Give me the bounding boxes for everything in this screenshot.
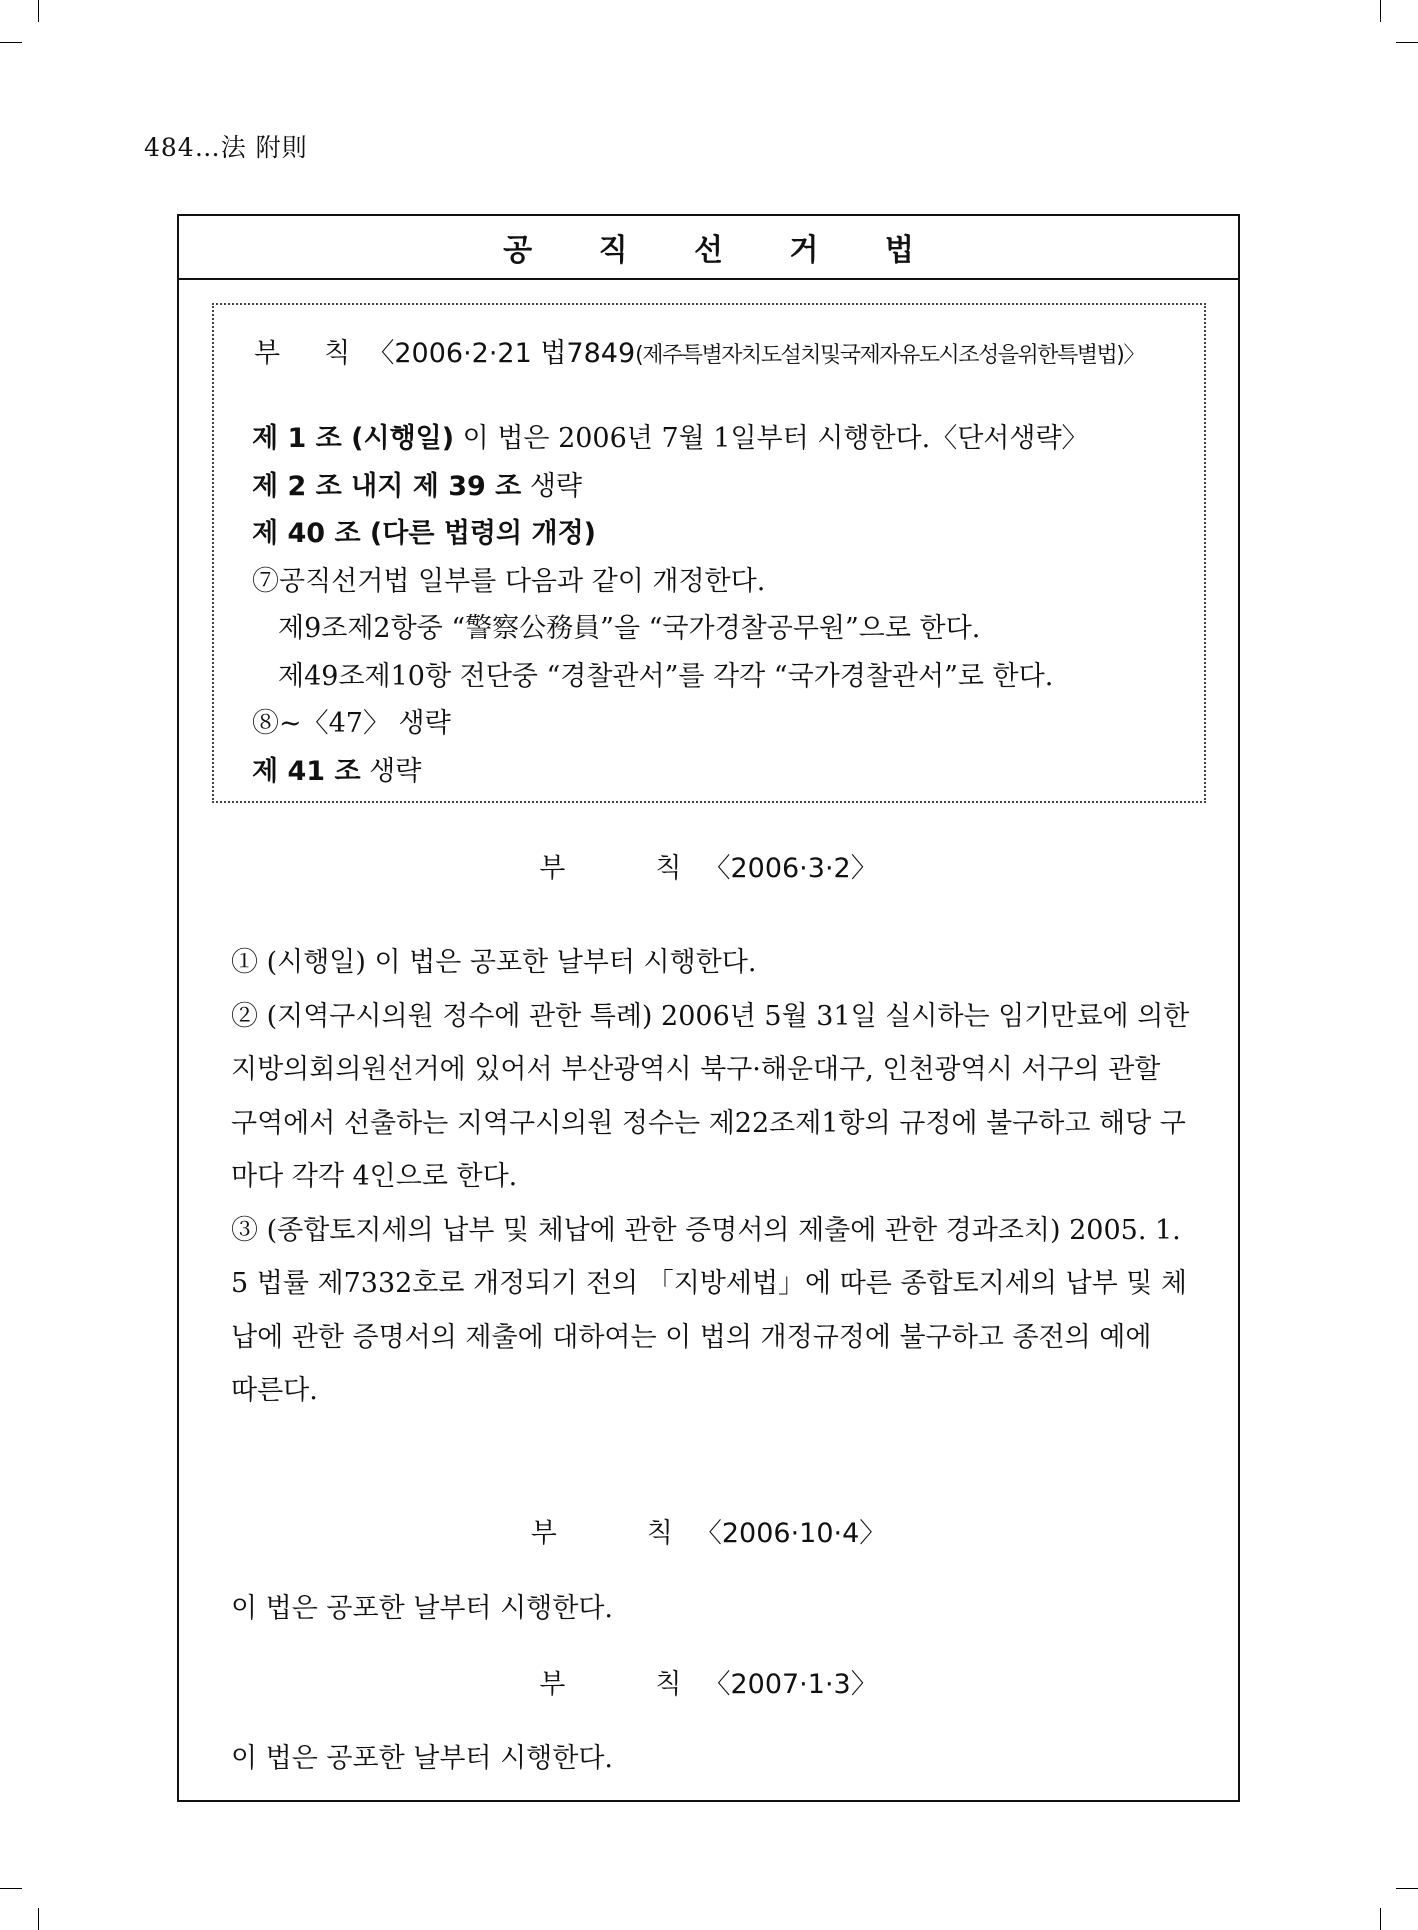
article-line (252, 558, 1192, 606)
appendix-body-2006-10-4 (231, 1582, 1199, 1636)
article-text: ⑧~〈47〉 생략 (252, 708, 451, 739)
paragraph-line: 이 법은 공포한 날부터 시행한다. (231, 1743, 613, 1774)
paragraph-line: 이 법은 공포한 날부터 시행한다. (231, 1593, 613, 1624)
paragraph-line: 마다 각각 4인으로 한다. (231, 1161, 518, 1192)
crop-mark (1396, 42, 1418, 43)
appendix-lines (252, 415, 1192, 795)
appendix-heading-2006-3-2 (179, 846, 1238, 885)
appendix-date: 〈2006·3·2〉 (703, 853, 878, 884)
page-header: 484…法 附則 (144, 133, 308, 162)
article-heading: 제 1 조 (시행일) (252, 423, 455, 454)
appendix-label: 부 (539, 853, 566, 884)
paragraph-line: 구역에서 선출하는 지역구시의원 정수는 제22조제1항의 규정에 불구하고 해당 구 (231, 1107, 1186, 1139)
article-line (252, 748, 1192, 796)
crop-mark (38, 0, 39, 22)
appendix-heading (254, 331, 1144, 370)
appendix-label: 부 (254, 338, 281, 369)
paragraph-line: ① (시행일) 이 법은 공포한 날부터 시행한다. (231, 947, 757, 978)
paragraph-line: 따른다. (231, 1375, 318, 1406)
crop-mark (1396, 1888, 1418, 1889)
crop-mark (1380, 1908, 1381, 1930)
article-line (252, 510, 1192, 558)
crop-mark (0, 1888, 22, 1889)
appendix-label-2: 칙 (646, 1518, 673, 1549)
paragraph-line: 납에 관한 증명서의 제출에 대하여는 이 법의 개정규정에 불구하고 종전의 예에 (231, 1321, 1152, 1353)
appendix-label-2: 칙 (324, 338, 351, 369)
article-heading: 제 41 조 (252, 755, 361, 787)
appendix-label: 부 (530, 1518, 557, 1549)
appendix-label: 부 (539, 1669, 566, 1700)
article-text: ⑦공직선거법 일부를 다음과 같이 개정한다. (252, 565, 766, 597)
law-title-row (179, 216, 1238, 280)
appendix-label-2: 칙 (655, 1669, 682, 1700)
article-heading: 제 2 조 내지 제 39 조 (252, 470, 522, 502)
article-line (252, 605, 1192, 653)
law-frame (177, 214, 1240, 1802)
article-heading: 제 40 조 (다른 법령의 개정) (252, 518, 596, 549)
article-line (252, 415, 1192, 463)
appendix-body-2007-1-3 (231, 1732, 1199, 1786)
appendix-body-2006-3-2 (231, 936, 1199, 1418)
appendix-label-2: 칙 (655, 853, 682, 884)
appendix-date: 〈2006·10·4〉 (694, 1518, 887, 1549)
article-line (252, 463, 1192, 511)
article-text: 생략 (521, 470, 583, 502)
appendix-date: 〈2006·2·21 법7849 (367, 338, 636, 369)
article-line (252, 700, 1192, 748)
article-text: 제9조제2항중 “警察公務員”을 “국가경찰공무원”으로 한다. (278, 613, 981, 644)
crop-mark (0, 42, 22, 43)
paragraph-line: 5 법률 제7332호로 개정되기 전의 「지방세법」에 따른 종합토지세의 납부 및 체 (231, 1268, 1188, 1299)
appendix-date: 〈2007·1·3〉 (703, 1669, 878, 1700)
article-line (252, 653, 1192, 701)
appendix-heading-2006-10-4 (179, 1511, 1238, 1550)
article-text: 제49조제10항 전단중 “경찰관서”를 각각 “국가경찰관서”로 한다. (278, 660, 1054, 692)
paragraph-line: 지방의회의원선거에 있어서 부산광역시 북구·해운대구, 인천광역시 서구의 관할 (231, 1054, 1161, 1085)
appendix-box-2006-2-21 (212, 303, 1206, 803)
crop-mark (38, 1908, 39, 1930)
article-text: 이 법은 2006년 7월 1일부터 시행한다.〈단서생략〉 (454, 423, 1089, 454)
paragraph-line: ③ (종합토지세의 납부 및 체납에 관한 증명서의 제출에 관한 경과조치) 2005. 1. (231, 1214, 1181, 1246)
paragraph-line: ② (지역구시의원 정수에 관한 특례) 2006년 5월 31일 실시하는 임기만료에 의한 (231, 1000, 1190, 1032)
appendix-heading-2007-1-3 (179, 1662, 1238, 1701)
appendix-law-name: (제주특별자치도설치및국제자유도시조성을위한특별법)〉 (635, 343, 1144, 368)
article-text: 생략 (360, 755, 422, 787)
crop-mark (1380, 0, 1381, 22)
law-title: 공 직 선 거 법 (503, 233, 942, 268)
